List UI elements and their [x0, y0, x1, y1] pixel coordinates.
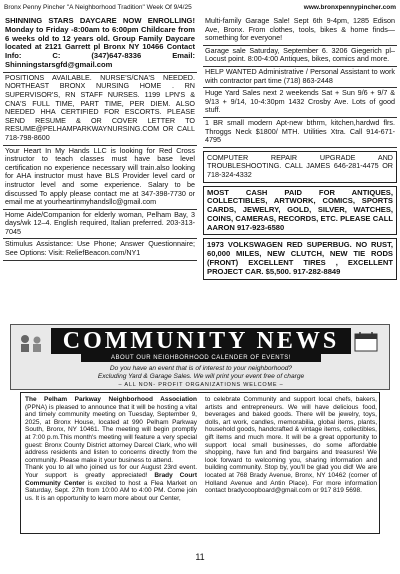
volkswagen-ad: 1973 VOLKSWAGEN RED SUPERBUG. NO RUST, 60,000 MILES, NEW CLUTCH, NEW TIE RODS (FRONT) EXCELLENT TIRES , EXCELLENT PROJECT CAR. $5,500. 917-282-8849	[203, 238, 397, 279]
right-column	[203, 16, 397, 283]
apartment-ad: 1 BR small modern Apt-new bthrm, kitchen,hardwd flrs. Throggs Neck $1800/ MTH. Utilities Xtra. Call 914-671-4795	[203, 118, 397, 148]
header-publication: Bronx Penny Pincher "A Neighborhood Tradition" Week Of 9/4/25	[4, 4, 192, 11]
brady-court-name: Brady Court Community Center	[25, 471, 198, 487]
community-news-left-column	[25, 396, 197, 502]
help-wanted-ad: HELP WANTED Administrative / Personal Assistant to work with contractor part time (718) 863-2448	[203, 67, 397, 88]
page-number: 11	[195, 552, 205, 562]
home-aide-ad: Home Aide/Companion for elderly woman, Pelham Bay, 3 days/wk 12–4. English required, Italian preferred. 203-313-7045	[3, 210, 197, 240]
garage-sale-ad: Garage sale Saturday, September 6. 3206 Giegerich pl– Locust point. 8:00-4:00 Antiques, bikes, comics and more.	[203, 46, 397, 67]
ppna-paragraph	[25, 396, 197, 464]
flea-market-details: to celebrate Community and support local chefs, bakers, artists and entrepreneurs. We will have delicious food, beverages and baked goods. There will be jewelry, toys, dolls, art work, candles, memorabilia, global items, plants, household goods, handcrafted & vintage items, collectibles, gift items and much more. It will be a great opportunity to support local small businesses, do some affordable shopping, have fun and find bargains and treasures! We look forward to welcoming you, sharing information and building community. Stop by, you'll be glad you did! We are located at 768 Brady Avenue, Bronx, NY 10462 (corner of Holland Avenue and Antin Place). For more information contact bradycoopboard@gmail.com or 917 819 5698.	[205, 396, 377, 495]
flea-market-paragraph	[25, 464, 197, 502]
thank-you-text: Thank you to all who joined us for our August 23rd event. Your support is greatly appreciated!	[25, 464, 197, 479]
ppna-text: (PPNA) is pleased to announce that it will be hosting a vital and timely community meeting on Tuesday, September 9, 2025, at Bronx House, located at 990 Pelham Parkway South, Bronx, NY 10461. The meeting will begin promptly at 7:00 p.m.This month's meeting will feature a very special guest: Bronx County District attorney Darcel Clark, who will address residents and listen to concerns directly from the community. Please make it your business to attend.	[25, 403, 197, 464]
community-news-right-column	[205, 396, 377, 495]
banner-nonprofit-note: – ALL NON- PROFIT ORGANIZATIONS WELCOME –	[118, 382, 284, 388]
community-icons-left	[17, 331, 47, 353]
ppna-lead: The Pelham Parkway Neighborhood Association	[25, 396, 197, 403]
multi-family-garage-sale-ad: Multi-family Garage Sale! Sept 6th 9-4pm, 1285 Edison Ave, Bronx. From clothes, tools, bikes & home finds—something for everyone!	[203, 16, 397, 46]
header-url[interactable]: www.bronxpennypincher.com	[303, 4, 396, 11]
page-header	[4, 4, 396, 14]
computer-repair-ad: COMPUTER REPAIR UPGRADE AND TROUBLESHOOTING. CALL JAMES 646-281-4475 OR 718-324-4332	[203, 151, 397, 183]
community-news-banner	[10, 324, 390, 390]
banner-title: COMMUNITY NEWS	[51, 328, 351, 354]
flea-market-text: is excited to host a Flea Market on Saturday, Sept. 27th from 10:00 AM to 4:00 PM. Come join us. It is an opportunity to learn more about our Center,	[25, 479, 197, 502]
calendar-icon	[351, 331, 381, 353]
nursing-positions-ad: POSITIONS AVAILABLE. NURSE'S/CNA'S NEEDED. NORTHEAST BRONX NURSING HOME . RN SUPERVISOR'S, RN STAFF NURSES. 1199 LPN'S & CNA'S FULL TIME, PART TIME, PER DIEM. ALSO NEEDED HHA CERTIFIED FOR ESCORTS. PLEASE SEND RESUME & OR COVER LETTER TO RESUME@PELHAMPARKWAYNURSING.COM OR CALL 718-798-8600	[3, 73, 197, 146]
red-cross-instructor-ad: Your Heart In My Hands LLC is looking for Red Cross instructor to teach classes must have base level certification no experience necessary will train.also looking for AHA instructor must have BLS Provider level card or instructor level and some experience. Salary to be discussed To apply please contact me at 347-398-7730 or email me at yourheartinmyhandsllc@gmail.com	[3, 146, 197, 210]
daycare-ad: SHINNING STARS DAYCARE NOW ENROLLING! Monday to Friday -8:00am to 6:00pm Childcare from 6 weeks old to 12 years old. Group Family Daycare located at 2121 Garrett pl Bronx NY 10466 Contact Info: C: (347)647-8336 Email: Shinningstarsgfd@gmail.com	[3, 16, 197, 73]
banner-subtitle: ABOUT OUR NEIGHBORHOOD CALENDER OF EVENTS!	[81, 354, 321, 362]
community-news-content	[20, 392, 380, 534]
banner-question: Do you have an event that is of interest to your neighborhood?	[109, 365, 293, 372]
stimulus-assistance-ad: Stimulus Assistance: Use Phone; Answer Questionnaire; See Options: Visit: ReliefBeacon.com/NY1	[3, 239, 197, 260]
left-column	[3, 16, 197, 261]
yard-sales-ad: Huge Yard Sales next 2 weekends Sat + Sun 9/6 + 9/7 & 9/13 + 9/14, 10-4:30pm 1432 Crosby Ave. Lots of good stuff.	[203, 88, 397, 118]
cash-for-antiques-ad: MOST CASH PAID FOR ANTIQUES, COLLECTIBLES, ARTWORK, COMICS, SPORTS CARDS, JEWELRY, GOLD, SILVER, WATCHES, COINS, CAMERAS, RECORDS, ETC. PLEASE CALL AARON 917-923-6580	[203, 186, 397, 236]
banner-exclusion: Excluding Yard & Garage Sales. We will print your event free of charge	[97, 373, 305, 380]
